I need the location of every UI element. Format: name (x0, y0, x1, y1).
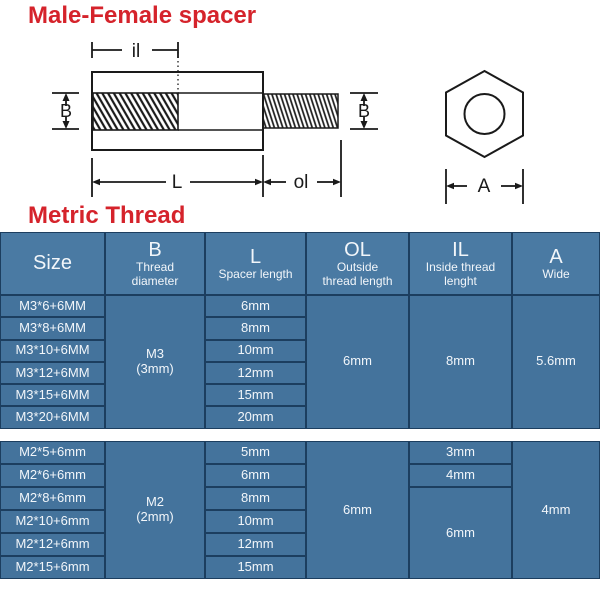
bore-circle (465, 94, 505, 134)
header-ol (306, 232, 409, 295)
spacer-length-cell: 8mm (205, 487, 306, 510)
inside-thread-length-cell: 4mm (409, 464, 512, 487)
section-subtitle: Metric Thread (28, 202, 186, 229)
spacer-length-cell: 12mm (205, 362, 306, 384)
header-l-sub1: Spacer length (218, 266, 293, 281)
wide-cell: 5.6mm (512, 295, 600, 429)
size-cell: M3*6+6MM (0, 295, 105, 317)
label-a: A (477, 176, 491, 197)
spacer-length-cell: 10mm (205, 340, 306, 362)
internal-thread-hatch (93, 93, 178, 130)
label-ol: ol (293, 172, 309, 193)
header-il (409, 232, 512, 295)
inside-thread-length-cell: 8mm (409, 295, 512, 429)
spacer-length-cell: 15mm (205, 556, 306, 579)
header-b (105, 232, 205, 295)
header-ol-sub2: thread length (322, 273, 393, 288)
header-size-main: Size (33, 252, 72, 275)
size-cell: M2*8+6mm (0, 487, 105, 510)
thread-diameter-line1: M3 (145, 345, 165, 361)
size-cell: M2*5+6mm (0, 441, 105, 464)
header-ol-sub1: Outside (336, 260, 379, 275)
header-b-main: B (148, 238, 162, 261)
thread-diameter-line2: (3mm) (136, 360, 174, 376)
spacer-length-cell: 20mm (205, 406, 306, 428)
header-size (0, 232, 105, 295)
size-cell: M3*20+6MM (0, 406, 105, 428)
size-cell: M3*8+6MM (0, 317, 105, 339)
thread-diameter-line2: (2mm) (136, 509, 174, 524)
label-b-right: B (357, 101, 371, 121)
spacer-length-cell: 15mm (205, 384, 306, 406)
size-cell: M2*12+6mm (0, 533, 105, 556)
spacer-length-cell: 8mm (205, 317, 306, 339)
header-il-main: IL (452, 238, 469, 261)
header-il-sub2: lenght (444, 273, 477, 288)
spacer-length-cell: 10mm (205, 510, 306, 533)
header-b-sub2: diameter (131, 273, 179, 288)
thread-diameter-cell (105, 441, 205, 579)
spacer-diagram (0, 0, 600, 232)
wide-cell: 4mm (512, 441, 600, 579)
header-il-sub1: Inside thread (425, 260, 496, 275)
outside-thread-length-cell: 6mm (306, 295, 409, 429)
label-il: il (131, 41, 141, 62)
header-b-sub1: Thread (135, 260, 175, 275)
size-cell: M2*15+6mm (0, 556, 105, 579)
size-cell: M3*12+6MM (0, 362, 105, 384)
spec-table-m3 (0, 232, 600, 429)
spacer-length-cell: 6mm (205, 464, 306, 487)
spacer-body (92, 52, 338, 150)
hex-end-view (446, 71, 523, 157)
label-l: L (171, 172, 183, 193)
header-ol-main: OL (344, 238, 371, 261)
size-cell: M2*6+6mm (0, 464, 105, 487)
header-l-main: L (249, 245, 262, 268)
outside-thread-length-cell: 6mm (306, 441, 409, 579)
header-l (205, 232, 306, 295)
inside-thread-length-cell: 3mm (409, 441, 512, 464)
spacer-length-cell: 5mm (205, 441, 306, 464)
size-cell: M3*15+6MM (0, 384, 105, 406)
male-thread-stud (263, 94, 338, 128)
thread-diameter-cell (105, 295, 205, 429)
inside-thread-length-cell: 6mm (409, 487, 512, 579)
header-a (512, 232, 600, 295)
header-a-main: A (549, 245, 563, 268)
spec-table-m2 (0, 441, 600, 579)
thread-diameter-line1: M2 (145, 494, 165, 510)
size-cell: M3*10+6MM (0, 340, 105, 362)
page-title: Male-Female spacer (28, 2, 257, 29)
label-b-left: B (59, 101, 73, 121)
header-a-sub1: Wide (542, 266, 570, 281)
spacer-length-cell: 6mm (205, 295, 306, 317)
spacer-length-cell: 12mm (205, 533, 306, 556)
size-cell: M2*10+6mm (0, 510, 105, 533)
